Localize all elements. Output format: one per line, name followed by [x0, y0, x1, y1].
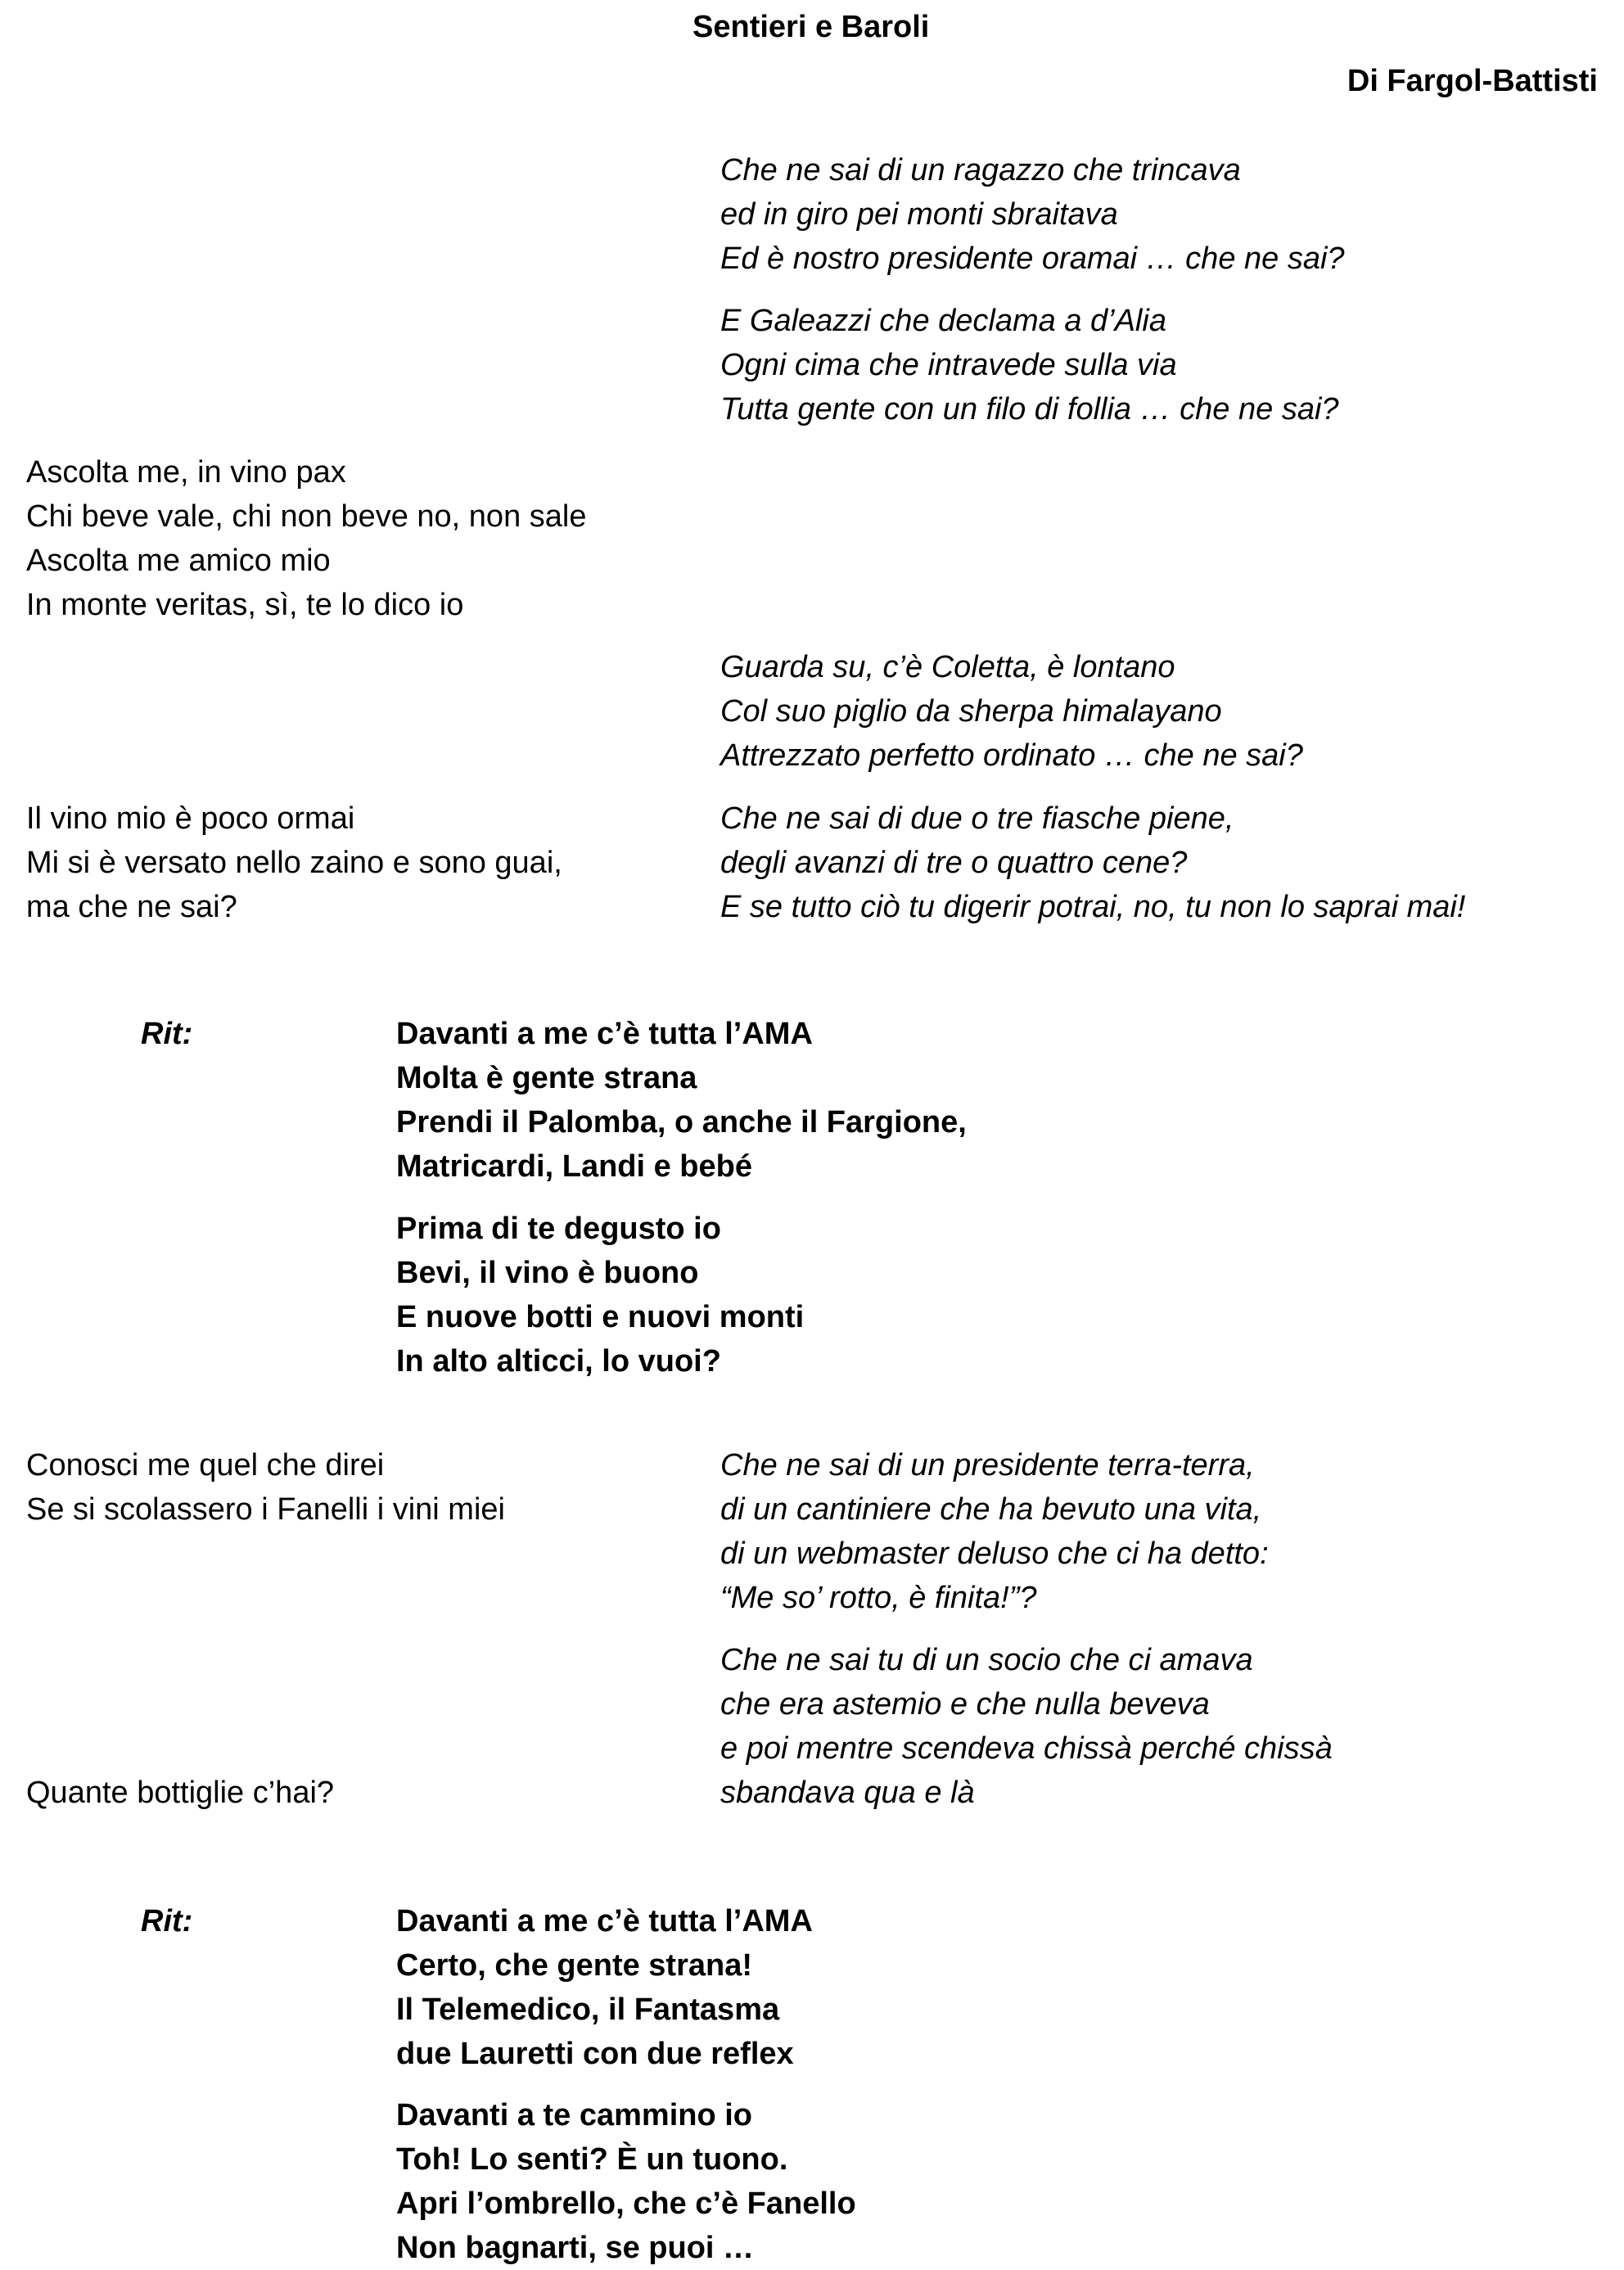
verse2-left-stanza-a — [26, 1443, 505, 1532]
lyric-line: di un cantiniere che ha bevuto una vita, — [720, 1492, 1262, 1527]
lyric-line: degli avanzi di tre o quattro cene? — [720, 846, 1188, 880]
chorus1-part-a — [396, 1012, 967, 1189]
verse2-right-stanza-a — [720, 1443, 1269, 1620]
chorus1-part-b — [396, 1207, 804, 1383]
lyric-line: In alto alticci, lo vuoi? — [396, 1344, 721, 1379]
lyric-line: Chi beve vale, chi non beve no, non sale — [26, 499, 587, 534]
lyric-line: Prendi il Palomba, o anche il Fargione, — [396, 1105, 967, 1140]
verse1-left-stanza-b — [26, 797, 562, 929]
chorus1-label: Rit: — [141, 1017, 193, 1051]
lyric-line: Se si scolassero i Fanelli i vini miei — [26, 1492, 505, 1527]
song-title: Sentieri e Baroli — [692, 10, 930, 44]
lyric-line: che era astemio e che nulla beveva — [720, 1687, 1210, 1722]
lyric-line: Bevi, il vino è buono — [396, 1256, 699, 1290]
lyric-line: e poi mentre scendeva chissà perché chissà — [720, 1731, 1333, 1766]
lyric-line: Apri l’ombrello, che c’è Fanello — [396, 2187, 856, 2221]
lyric-line: Che ne sai di un ragazzo che trincava — [720, 153, 1241, 187]
lyric-line: Davanti a te cammino io — [396, 2098, 753, 2132]
lyric-line: Che ne sai tu di un socio che ci amava — [720, 1643, 1253, 1677]
lyric-line: ma che ne sai? — [26, 890, 237, 924]
lyric-line: E nuove botti e nuovi monti — [396, 1300, 805, 1334]
lyric-line: ed in giro pei monti sbraitava — [720, 197, 1118, 232]
lyric-line: Molta è gente strana — [396, 1061, 697, 1095]
lyric-line: due Lauretti con due reflex — [396, 2037, 794, 2071]
verse1-right-stanza-a — [720, 148, 1345, 281]
lyric-line: Ascolta me amico mio — [26, 544, 331, 578]
lyric-line: Ed è nostro presidente oramai … che ne sai? — [720, 241, 1345, 276]
lyric-line: Davanti a me c’è tutta l’AMA — [396, 1017, 813, 1051]
lyric-line: Conosci me quel che direi — [26, 1448, 385, 1482]
lyric-line: di un webmaster deluso che ci ha detto: — [720, 1537, 1269, 1571]
lyric-line: Mi si è versato nello zaino e sono guai, — [26, 846, 562, 880]
lyric-line: Che ne sai di un presidente terra-terra, — [720, 1448, 1255, 1482]
lyric-line: E se tutto ciò tu digerir potrai, no, tu non lo saprai mai! — [720, 890, 1466, 924]
lyric-line: In monte veritas, sì, te lo dico io — [26, 588, 464, 622]
verse1-left-stanza-a — [26, 450, 586, 627]
lyric-line: Tutta gente con un filo di follia … che ne sai? — [720, 392, 1339, 426]
lyric-line: Il vino mio è poco ormai — [26, 801, 355, 836]
lyric-line: Prima di te degusto io — [396, 1212, 721, 1246]
lyric-line: Ascolta me, in vino pax — [26, 455, 346, 490]
song-author: Di Fargol-Battisti — [1347, 64, 1598, 98]
lyric-line: Attrezzato perfetto ordinato … che ne sai? — [720, 738, 1303, 773]
chorus2-part-a — [396, 1899, 813, 2076]
lyric-line: Non bagnarti, se puoi … — [396, 2231, 755, 2265]
lyric-line: sbandava qua e là — [720, 1776, 975, 1810]
lyric-line: Ogni cima che intravede sulla via — [720, 348, 1177, 382]
lyric-line: Davanti a me c’è tutta l’AMA — [396, 1904, 813, 1938]
chorus2-part-b — [396, 2093, 856, 2270]
lyric-line: Certo, che gente strana! — [396, 1948, 752, 1983]
lyric-line: Col suo piglio da sherpa himalayano — [720, 694, 1222, 729]
lyric-line: “Me so’ rotto, è finita!”? — [720, 1581, 1037, 1615]
lyric-line: Matricardi, Landi e bebé — [396, 1149, 752, 1184]
lyric-line: Guarda su, c’è Coletta, è lontano — [720, 650, 1175, 684]
verse2-right-stanza-b — [720, 1638, 1333, 1815]
chorus2-label: Rit: — [141, 1904, 193, 1938]
verse1-right-stanza-d — [720, 797, 1465, 929]
lyric-line: Toh! Lo senti? È un tuono. — [396, 2142, 788, 2177]
verse2-left-stanza-b — [26, 1771, 334, 1815]
lyric-line: E Galeazzi che declama a d’Alia — [720, 304, 1166, 338]
verse1-right-stanza-b — [720, 299, 1339, 431]
lyric-line: Il Telemedico, il Fantasma — [396, 1992, 780, 2027]
lyric-line: Che ne sai di due o tre fiasche piene, — [720, 801, 1234, 836]
lyric-line: Quante bottiglie c’hai? — [26, 1776, 335, 1810]
verse1-right-stanza-c — [720, 645, 1303, 778]
